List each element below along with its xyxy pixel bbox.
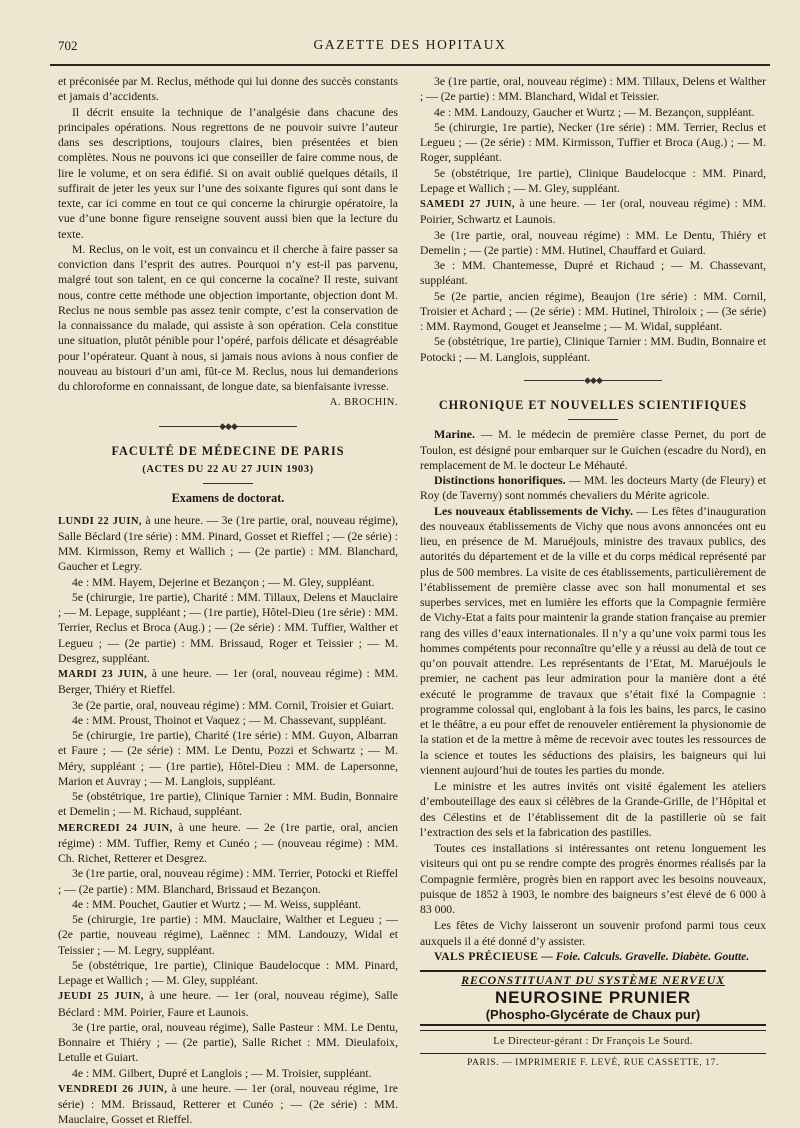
short-rule: [203, 483, 253, 484]
section-title: FACULTÉ DE MÉDECINE DE PARIS: [111, 443, 345, 458]
news-text: — MM. les docteurs Marty (de Fleury) et Roy (de Taverny) sont nommés chevaliers du Mérite agricole.: [420, 474, 766, 503]
schedule-text: 5e (2e partie, ancien régime), Beaujon (1re série) : MM. Cornil, Troisier et Achard ; — (2e série) : MM. Hutinel, Thiroloix ; — (3e série) : MM. Raymond, Gouget et Jeanselme ; — M. Widal, suppléant.: [420, 289, 766, 333]
schedule-text: 5e (obstétrique, 1re partie), Clinique Baudelocque : MM. Pinard, Lepage et Wallich ; — M. Gley, suppléant.: [58, 958, 398, 987]
closing-paragraph: Toutes ces installations si intéressantes ont retenu longuement les visiteurs qui ont pu se rendre compte des progrès énormes réalisés par la Compagnie fermière, progrès bien en rapport avec les besoins nouveaux, puisque de 1852 à 1903, le nombre des baigneurs s’est élevé de 6 000 à 83 000.: [420, 842, 766, 916]
schedule-text: à une heure. — 2e (1re partie, oral, ancien régime) : MM. Tuffier, Remy et Cunéo ; — (nouveau régime) : MM. Ch. Richet, Retterer et Desgrez.: [58, 820, 398, 865]
running-head: [50, 34, 770, 56]
schedule-day: MERCREDI 24 JUIN,: [58, 822, 173, 834]
schedule-entry: [58, 789, 398, 820]
schedule-entry: [58, 575, 398, 590]
ad-tagline: RECONSTITUANT DU SYSTÈME NERVEUX: [461, 973, 725, 987]
schedule-entry: [420, 334, 766, 365]
news-item: [420, 473, 766, 504]
schedule-day: LUNDI 22 JUIN,: [58, 515, 142, 527]
imprint: [420, 1030, 766, 1071]
news-item: [420, 427, 766, 473]
chronicle-title: CHRONIQUE ET NOUVELLES SCIENTIFIQUES: [438, 398, 748, 412]
exam-heading: Examens de doctorat.: [171, 491, 285, 506]
schedule-text: 4e : MM. Landouzy, Gaucher et Wurtz ; — M. Bezançon, suppléant.: [434, 105, 755, 119]
schedule-day: VENDREDI 26 JUIN,: [58, 1083, 168, 1095]
left-column: [58, 74, 398, 1128]
schedule-text: à une heure. — 1er (oral, nouveau régime, 1re série) : MM. Brissaud, Retterer et Cunéo ; — (2e série) : MM. Mauclaire, Gosset et Rieffel.: [58, 1081, 398, 1127]
schedule-entry: [420, 120, 766, 166]
schedule-entry: [58, 1066, 398, 1081]
schedule-text: à une heure. — 1er (oral, nouveau régime), Salle Béclard : MM. Poirier, Faure et Launois.: [58, 989, 398, 1019]
schedule-entry: [58, 897, 398, 912]
left-schedule: [58, 513, 398, 1128]
ad-product-name: NEUROSINE PRUNIER: [495, 988, 691, 1008]
closing-paragraph: Les fêtes de Vichy laisseront un souvenir profond parmi tous ceux auxquels il a été donné d’y assister.: [420, 919, 766, 948]
schedule-day: JEUDI 25 JUIN,: [58, 991, 144, 1003]
article-paragraph: M. Reclus, on le voit, est un convaincu et il cherche à faire passer sa conviction dans l’esprit des autres. Pourquoi n’y est-il pas parvenu, malgré tout son talent, en ce qui concerne la cocaïne? Il reste, suivant nous, contre cette méthode une objection importante, objection dont M. Reclus ne nous semble pas assez tenir compte, c’est la conservation de la connaissance du malade, qui assiste à son opération. Cela constitue une situation, plutôt pénible pour l’opéré, parfois délicate et désagréable pour l’opérateur. Quant à nous, si jamais nous avions à nous confier de nouveau au bistouri d’un ami, fût-ce M. Reclus, nous lui demanderions du chloroforme en connaissant, de longue date, sa bienfaisante ivresse.: [58, 242, 398, 393]
section-subtitle: (ACTES DU 22 AU 27 JUIN 1903): [142, 464, 314, 475]
schedule-entry: [58, 590, 398, 666]
schedule-day: MARDI 23 JUIN,: [58, 669, 148, 680]
schedule-text: 5e (chirurgie, 1re partie) : MM. Mauclaire, Walther et Legueu ; — (2e partie, nouveau régime), Laënnec : MM. Landouzy, Widal et Teissier ; — M. Legry, suppléant.: [58, 913, 398, 957]
schedule-entry: [58, 1020, 398, 1066]
section-divider-ornament: ◆◆◆: [420, 373, 766, 388]
news-heading: Distinctions honorifiques.: [434, 473, 566, 487]
schedule-entry: [420, 74, 766, 105]
journal-title: GAZETTE DES HOPITAUX: [313, 37, 507, 52]
imprint-editor: Le Directeur-gérant : Dr François Le Sourd.: [493, 1036, 693, 1048]
schedule-text: 5e (obstétrique, 1re partie), Clinique Baudelocque : MM. Pinard, Lepage et Wallich ; — M. Gley, suppléant.: [420, 166, 766, 195]
ad-line: [420, 949, 766, 964]
news-list: [420, 427, 766, 778]
schedule-entry: [58, 912, 398, 958]
schedule-text: 5e (obstétrique, 1re partie), Clinique Tarnier : MM. Budin, Bonnaire et Potocki ; — M. Langlois, suppléant.: [420, 335, 766, 364]
header-rule: [50, 64, 770, 66]
schedule-text: 3e (1re partie, oral, nouveau régime) : MM. Tillaux, Delens et Walther ; — (2e partie) : MM. Blanchard, Widal et Teissier.: [420, 75, 766, 104]
schedule-entry: [58, 820, 398, 867]
schedule-entry: [420, 228, 766, 259]
news-item: [420, 504, 766, 779]
schedule-text: 5e (chirurgie, 1re partie), Charité (1re série) : MM. Guyon, Albarran et Faure ; — (2e série) : MM. Le Dentu, Pozzi et Schwartz ; — M. Méry, suppléant ; — (1re partie), Hôtel-Dieu : MM. de Lapersonne, Marion et Auvray ; — M. Langlois, suppléant.: [58, 729, 398, 788]
schedule-text: 4e : MM. Proust, Thoinot et Vaquez ; — M. Chassevant, suppléant.: [72, 713, 387, 727]
news-heading: Marine.: [434, 427, 475, 442]
schedule-entry: [58, 698, 398, 713]
schedule-entry: [58, 866, 398, 897]
section-divider-ornament: ◆◆◆: [58, 419, 398, 434]
right-schedule: [420, 74, 766, 365]
schedule-entry: [58, 713, 398, 728]
schedule-text: 3e (1re partie, oral, nouveau régime), Salle Pasteur : MM. Le Dentu, Bonnaire et Thiéry ; — (2e partie), Salle Richet : MM. Dieulafoix, Letulle et Guiart.: [58, 1020, 398, 1065]
schedule-text: à une heure. — 3e (1re partie, oral, nouveau régime), Salle Béclard (1re série) : MM. Pinard, Gosset et Rieffel ; — (2e série) : MM. Kirmisson, Remy et Wallich ; — (2e partie) : MM. Blanchard, Gaucher et Legry.: [58, 513, 399, 574]
article-paragraph: et préconisée par M. Reclus, méthode qui lui donne des succès constants et jamais d’accidents.: [58, 75, 398, 104]
schedule-entry: [420, 258, 766, 289]
schedule-entry: [420, 166, 766, 197]
schedule-text: 3e (2e partie, oral, nouveau régime) : MM. Cornil, Troisier et Guiart.: [72, 698, 394, 712]
ad-line-brand: VALS PRÉCIEUSE: [434, 949, 539, 963]
schedule-entry: [420, 196, 766, 228]
schedule-text: 3e : MM. Chantemesse, Dupré et Richaud ; — M. Chassevant, suppléant.: [420, 259, 766, 288]
schedule-entry: [58, 958, 398, 989]
ad-line-indications: — Foie. Calculs. Gravelle. Diabète. Goutte.: [538, 949, 750, 963]
closing-paragraph: Le ministre et les autres invités ont visité également les ateliers d’embouteillage des eaux si célèbres de la Grande-Grille, de l’Hôpital et des Célestins et de l’établissement dit de la pastillerie où se fait l’extraction des sels et la fabrication des pastilles.: [420, 780, 766, 839]
news-text: — M. le médecin de première classe Pernet, du port de Toulon, est désigné pour embarquer sur le Guichen (escadre du Nord), en remplacement de M. le docteur Le Méhauté.: [420, 428, 766, 472]
imprint-printer: PARIS. — IMPRIMERIE F. LEVÉ, RUE CASSETTE, 17.: [420, 1053, 766, 1071]
schedule-text: 3e (1re partie, oral, nouveau régime) : MM. Le Dentu, Thiéry et Demelin ; — (2e partie) : MM. Hutinel, Chauffard et Guiard.: [420, 228, 766, 257]
right-column: [420, 74, 766, 1071]
schedule-text: 5e (obstétrique, 1re partie), Clinique Tarnier : MM. Budin, Bonnaire et Demelin ; — M. Richaud, suppléant.: [58, 790, 398, 819]
schedule-day: SAMEDI 27 JUIN,: [420, 199, 515, 210]
news-heading: Les nouveaux établissements de Vichy.: [434, 503, 633, 518]
schedule-text: 3e (1re partie, oral, nouveau régime) : MM. Terrier, Potocki et Rieffel ; — (2e partie) : MM. Blanchard, Brissaud et Bezançon.: [58, 867, 398, 896]
news-text: — Les fêtes d’inauguration des nouveaux établissements de Vichy que nous avons annoncées ont eu lieu, en présence de M. Maruéjouls, ministre des travaux publics, des autorités du département et de la ville et du corps médical représenté par plus de 500 membres. La visite de ces établissements, particulièrement de l’établissement de première classe avec son hall monumental et ses superbes services, met en lumière les efforts que la Compagnie fermière de Vichy-Etat a faits pour maintenir la grande station française au premier rang des villes d’eaux internationales. Il n’y a qu’une voix parmi tous les hommes compétents pour reconnaître qu’elle y a réussi au delà de tout ce qu’on pouvait attendre. Les représentants de l’Etat, M. Maruéjouls le premier, ne cachent pas leur admiration pour la manière dont a été exécuté le programme de travaux que s’était fixé la Compagnie : programme colossal qui, englobant à la fois les bains, les parcs, le casino et le théâtre, a eu pour effet de renouveler entièrement la physionomie de la station et de la mettre à même de recevoir avec toutes les ressources de la science et toutes les séductions des plaisirs, les baigneurs qui lui viennent aujourd’hui de toutes les parties du monde.: [420, 504, 767, 777]
schedule-entry: [420, 105, 766, 120]
schedule-entry: [58, 513, 398, 575]
article-paragraph: Il décrit ensuite la technique de l’analgésie dans chacune des principales opérations. Nous regrettons de ne pouvoir suivre l’auteur dans ses descriptions, toujours claires, bien présentées et bien complètes. Nous ne pouvons ici que conseiller de faire comme nous, de lire le volume, et on sera édifié. Si on avait oublié quelques détails, il suffirait de jeter les yeux sur l’une des soixante figures qui sont dans le texte, car ici comme en tout ce qui concerne la chirurgie opératoire, la vue d’une bonne figure renseigne souvent aussi bien que la lecture du texte.: [58, 105, 398, 241]
schedule-text: à une heure. — 1er (oral, nouveau régime) : MM. Berger, Thiéry et Rieffel.: [58, 667, 398, 697]
ad-product-description: (Phospho-Glycérate de Chaux pur): [485, 1007, 701, 1023]
schedule-text: 4e : MM. Pouchet, Gautier et Wurtz ; — M. Weiss, suppléant.: [72, 897, 362, 911]
schedule-text: à une heure. — 1er (oral, nouveau régime) : MM. Poirier, Schwartz et Launois.: [420, 197, 767, 227]
schedule-entry: [420, 289, 766, 335]
schedule-text: 5e (chirurgie, 1re partie), Charité : MM. Tillaux, Delens et Mauclaire ; — M. Lepage, suppléant ; — (1re partie), Hôtel-Dieu (1re série) : MM. Terrier, Reclus et Broca (Aug.) ; — (2e série) : MM. Tuffier, Walther et Legueu ; — (2e partie) : MM. Brissaud, Roger et Teissier ; — M. Desgrez, suppléant.: [58, 590, 398, 665]
advertisement-box: [420, 970, 766, 1026]
schedule-entry: [58, 1081, 398, 1128]
schedule-text: 5e (chirurgie, 1re partie), Necker (1re série) : MM. Terrier, Reclus et Legueu ; — (2e série) : MM. Kirmisson, Tuffier et Broca (Aug.) ; — M. Roger, suppléant.: [420, 120, 766, 165]
schedule-entry: [58, 666, 398, 698]
short-rule: [568, 419, 618, 420]
schedule-text: 4e : MM. Gilbert, Dupré et Langlois ; — M. Troisier, suppléant.: [72, 1066, 372, 1080]
schedule-entry: [58, 728, 398, 789]
schedule-entry: [58, 988, 398, 1020]
article-signature: A. BROCHIN.: [329, 397, 398, 409]
page-number: 702: [58, 38, 78, 53]
schedule-text: 4e : MM. Hayem, Dejerine et Bezançon ; — M. Gley, suppléant.: [72, 575, 375, 589]
